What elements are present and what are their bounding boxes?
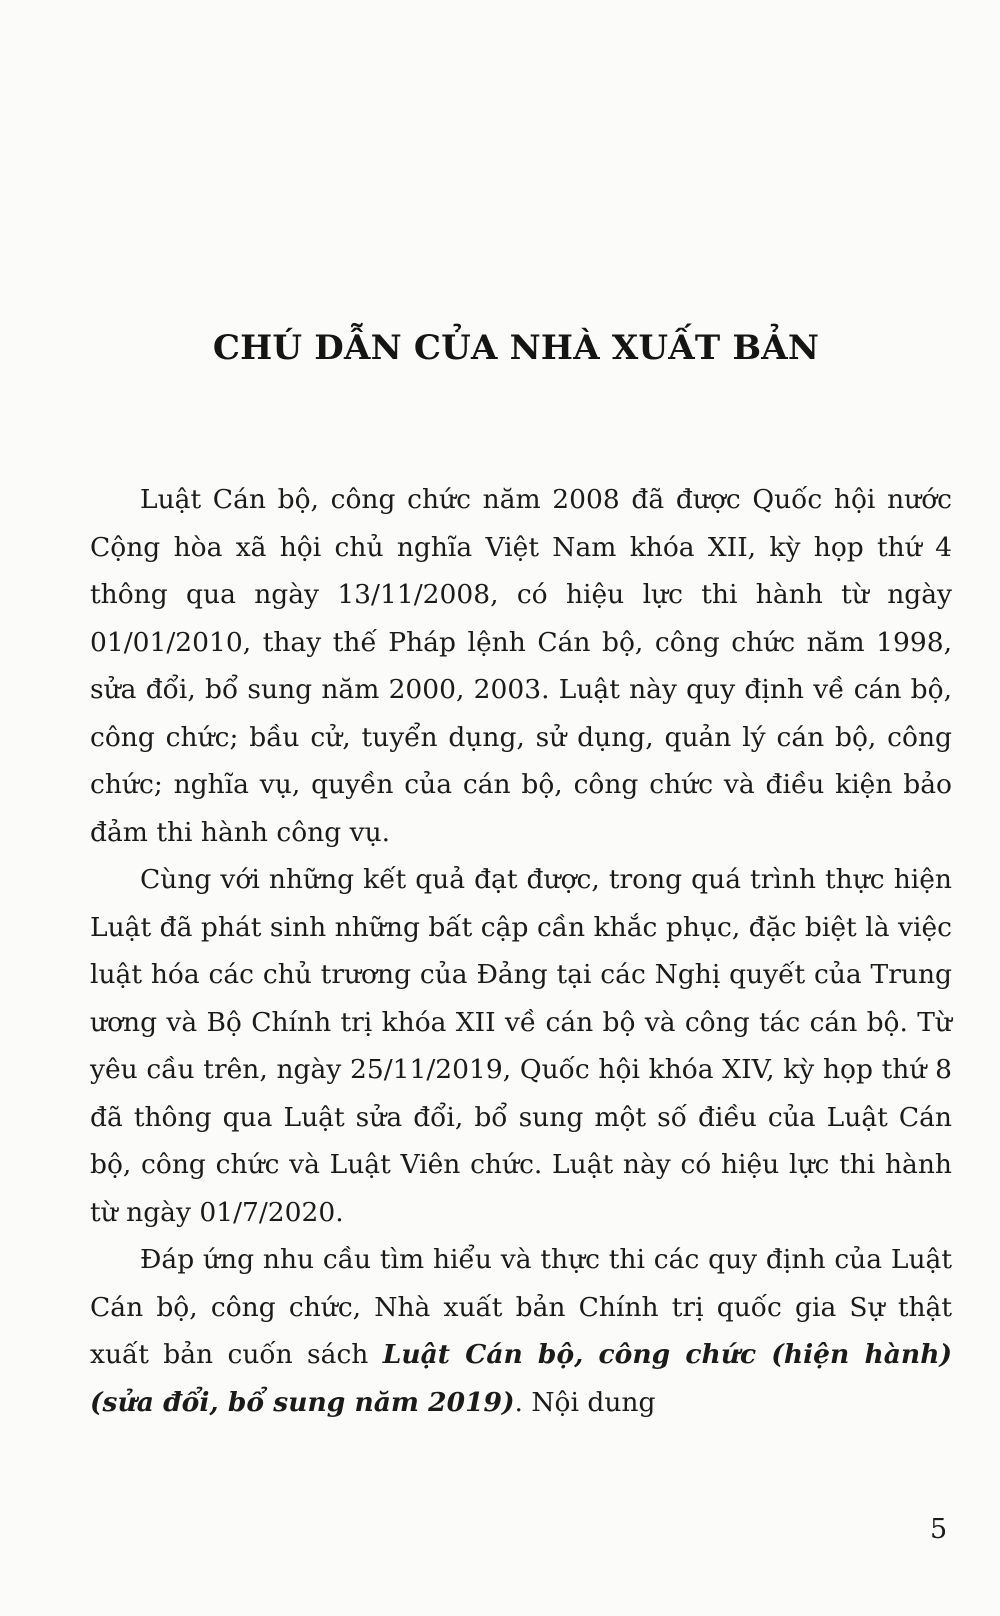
page-title: CHÚ DẪN CỦA NHÀ XUẤT BẢN <box>212 328 820 368</box>
paragraph-2: Cùng với những kết quả đạt được, trong quá trình thực hiện Luật đã phát sinh những bất cập cần khắc phục, đặc biệt là việc luật hóa các chủ trương của Đảng tại các Nghị quyết của Trung ương và Bộ Chính trị khóa XII về cán bộ và công tác cán bộ. Từ yêu cầu trên, ngày 25/11/2019, Quốc hội khóa XIV, kỳ họp thứ 8 đã thông qua Luật sửa đổi, bổ sung một số điều của Luật Cán bộ, công chức và Luật Viên chức. Luật này có hiệu lực thi hành từ ngày 01/7/2020. <box>90 864 952 1228</box>
paragraph-3 <box>90 1236 952 1426</box>
paragraph-1: Luật Cán bộ, công chức năm 2008 đã được Quốc hội nước Cộng hòa xã hội chủ nghĩa Việt Nam khóa XII, kỳ họp thứ 4 thông qua ngày 13/11/2008, có hiệu lực thi hành từ ngày 01/01/2010, thay thế Pháp lệnh Cán bộ, công chức năm 1998, sửa đổi, bổ sung năm 2000, 2003. Luật này quy định về cán bộ, công chức; bầu cử, tuyển dụng, sử dụng, quản lý cán bộ, công chức; nghĩa vụ, quyền của cán bộ, công chức và điều kiện bảo đảm thi hành công vụ. <box>90 484 952 848</box>
paragraph-3-end: . Nội dung <box>514 1386 656 1418</box>
book-title: Luật Cán bộ, công chức (hiện hành) (sửa đổi, bổ sung năm 2019) <box>90 1339 952 1418</box>
body-text <box>90 476 952 1426</box>
paragraph-3-start: Đáp ứng nhu cầu tìm hiểu và thực thi các quy định của Luật Cán bộ, công chức, Nhà xuất bản Chính trị quốc gia Sự thật xuất bản cuốn sách <box>90 1244 952 1370</box>
page-number: 5 <box>930 1514 948 1545</box>
